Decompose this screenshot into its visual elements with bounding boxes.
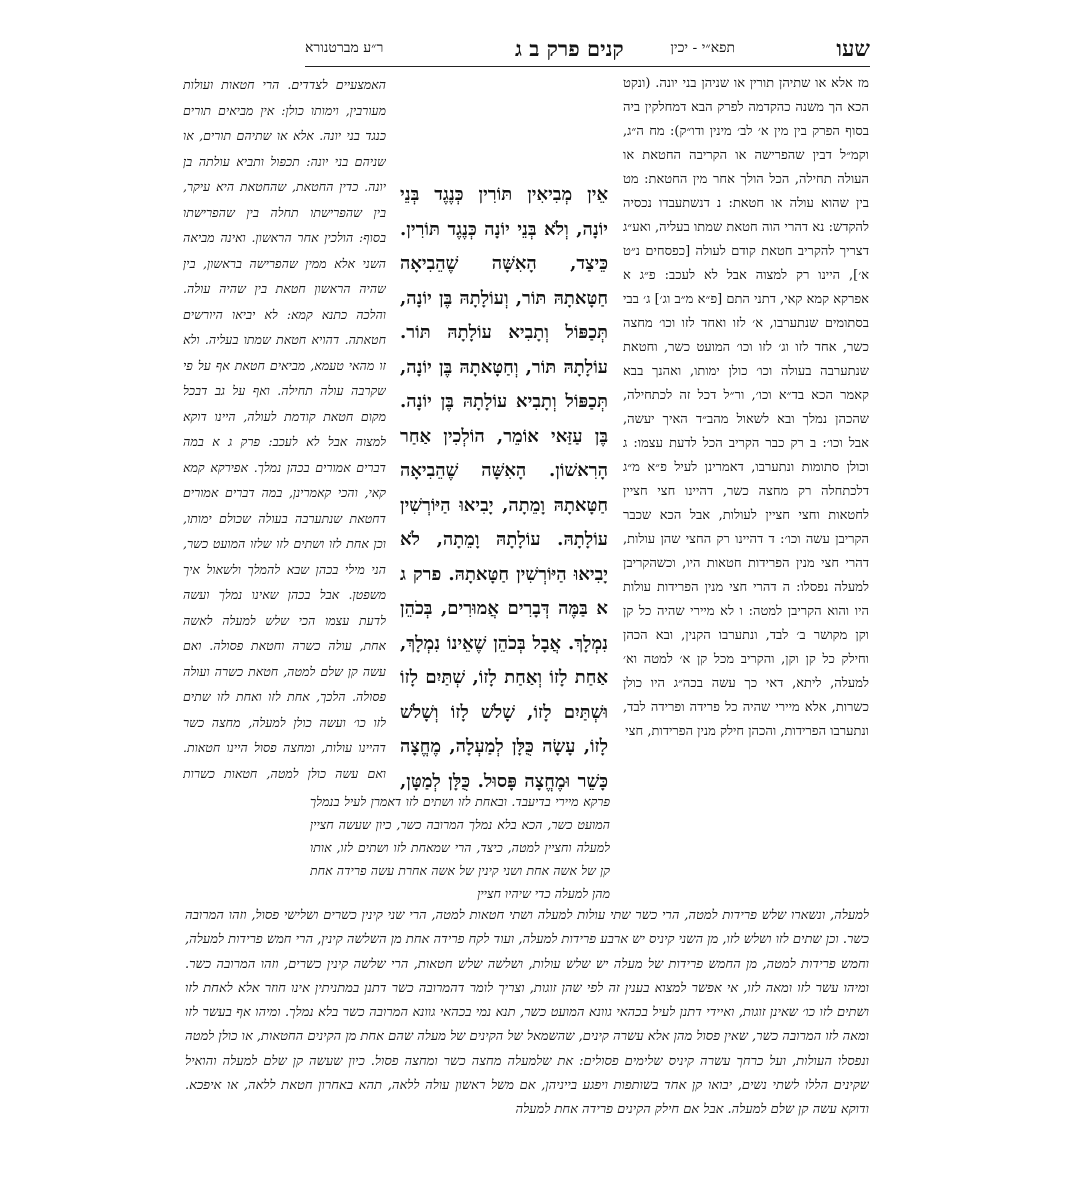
tifereth-text: מז אלא או שתיהן תורין או שניהן בני יונה. (ונקט הכא הך משנה כהקדמה לפרק הבא דמחלקין ביה בסוף הפרק בין מין א׳ לב׳ מינין ודו״ק): מח ה״ג, וקמ״ל דבין שהפרישה או הקריבה החטאת או העולה תחילה, הכל הולך אחר מין החטאת: מט בין שהוא עולה או חטאת: נ דנשתעבדו נכסיה להקדש: נא דהרי הוה חטאת שמתו בעליה, ואע״ג דצריך להקריב חטאת קודם לעולה [כפסחים נ״ט א׳], היינו רק למצוה אבל לא לעכב: פ״ג א אפרקא קמא קאי, דתני התם [פ״א מ״ב וג׳] ג׳ בבי בסתומים שנתערבו, א׳ לזו ואחד לזו וכו׳ מחצה כשר, אחד לזו וג׳ לזו וכו׳ המועט כשר, וחטאת שנתערבה בעולה וכו׳ כולן ימותו, ואהנך בבא קאמר הכא בד״א וכו׳, ור״ל דכל זה לכתחילה, שהכהן נמלך ובא לשאול מהב״ד האיך יעשה, אבל וכו׳: ב רק כבר הקריב הכל לדעת עצמו: ג וכולן סתומות ונתערבו, דאמרינן לעיל פ״א מ״ג דלכתחלה רק מחצה כשר, דהיינו חצי חציין לחטאות וחצי חציין לעולות, אבל הכא שכבר הקריבן עשה וכו׳: ד דהיינו רק החצי שהן עולות, דהרי חצי מנין הפרידות חטאות היו, וכשהקריבן למעלה נפסלו: ה דהרי חצי מנין הפרידות עולות היו והוא הקריבן למטה: ו לא מיירי שהיה כל קן וקן מקושר ב׳ לבד, ונתערבו הקנין, ובא הכהן וחילק כל קן וקן, והקריב מכל קן א׳ למטה וא׳ למעלה, ליתא, דאי כך עשה בכה״ג היו כולן כשרות, אלא מיירי שהיה כל פרידה ופרידה לבד, ונתערבו הפרידות, והכהן חילק מנין הפרידות, חצי: [623, 76, 869, 739]
bartenura-middle-text: פרקא מיירי בדיעבד. ובאחת לזו ושתים לזו דאמרן לעיל בנמלך המועט כשר, הכא בלא נמלך המרובה כשר, כיון שעשה חציין למעלה וחציין למטה, כיצד, הרי שמאחת לזו ושתים לזו, אותו קן של אשה אחת ושני קינין של אשה אחרת עשה פרידה אחת מהן למעלה כדי שיהיו חציין: [310, 794, 610, 901]
bartenura-column-text: האמצעיים לצדדים. הרי חטאות ועולות מעורבין, וימותו כולן: אין מביאים תורים כנגד בני יונה. אלא או שתיהם תורים, או שניהם בני יונה: תכפול ותביא עולתה בן יונה. כדין החטאת, שהחטאת היא עיקר, בין שהפרישתו תחלה בין שהפרישתו בסוף: הולכין אחר הראשון. ואינה מביאה השני אלא ממין שהפרישה בראשון, בין שהיה הראשון חטאת בין שהיה עולה. והלכה כתנא קמא: לא יביאו היורשים חטאתה. דהויא חטאת שמתו בעליה. ולא זו מהאי טעמא, מביאים חטאת אף על פי שקרבה עולה תחילה. ואף על גב דבכל מקום חטאת קודמת לעולה, היינו דוקא למצוה אבל לא לעכב: פרק ג א במה דברים אמורים בכהן נמלך. אפירקא קמא קאי, והכי קאמרינן, במה דברים אמורים דחטאת שנתערבה בעולה שכולם ימותו, וכן אחת לזו ושתים לזו שלזו המועט כשר, הני מילי בכהן שבא להמלך ולשאול איך משפטן. אבל בכהן שאינו נמלך ועשה לדעת עצמו הכי שלש למעלה לאשה אחת, עולה כשרה וחטאת פסולה. ואם עשה קן שלם למטה, חטאת כשרה ועולה פסולה. הלכך, אחת לזו ואחת לזו שתים לזו כו׳ ועשה כולן למעלה, מחצה כשר דהיינו עולות, ומחצה פסול היינו חטאות. ואם עשה כולן למטה, חטאות כשרות: [183, 77, 386, 781]
mishnah-text: אֵין מְבִיאִין תּוֹרִין כְּנֶגֶד בְּנֵי יוֹנָה, וְלֹא בְּנֵי יוֹנָה כְּנֶגֶד תּוֹרִין. כֵּיצַד, הָאִשָּׁה שֶׁהֵבִיאָה חַטָּאתָהּ תּוֹר, וְעוֹלָתָהּ בֶּן יוֹנָה, תְּכַפּוֹל וְתָבִיא עוֹלָתָהּ תּוֹר. עוֹלָתָהּ תּוֹר, וְחַטָּאתָהּ בֶּן יוֹנָה, תְּכַפּוֹל וְתָבִיא עוֹלָתָהּ בֶּן יוֹנָה. בֶּן עַזַּאי אוֹמֵר, הוֹלְכִין אַחַר הָרִאשׁוֹן. הָאִשָּׁה שֶׁהֵבִיאָה חַטָּאתָהּ וָמֵתָה, יָבִיאוּ הַיּוֹרְשִׁין עוֹלָתָהּ. עוֹלָתָהּ וָמֵתָה, לֹא יָבִיאוּ הַיּוֹרְשִׁין חַטָּאתָהּ. פרק ג א בַּמֶּה דְּבָרִים אֲמוּרִים, בְּכֹהֵן נִמְלָךְ. אֲבָל בְּכֹהֵן שֶׁאֵינוֹ נִמְלָךְ, אַחַת לָזוֹ וְאַחַת לָזוֹ, שְׁתַּיִם לָזוֹ וּשְׁתַּיִם לָזוֹ, שָׁלֹשׁ לָזוֹ וְשָׁלֹשׁ לָזוֹ, עָשָׂה כֻּלָּן לְמַעְלָה, מֶחֱצָה כָּשֵׁר וּמֶחֱצָה פָּסוּל. כֻּלָּן לְמַטָּן,: [400, 184, 608, 792]
bartenura-middle-block: [310, 790, 610, 908]
header-chapter-title: קנים פרק ב ג: [515, 36, 624, 61]
header-commentary-right: ר״ע מברטנורא: [305, 40, 384, 56]
page-number: שעו: [836, 36, 870, 62]
bartenura-bottom-text: למעלה, ונשארו שלש פרידות למטה, הרי כשר שתי עולות למעלה ושתי חטאות למטה, הרי שני קינין כשרים ושלישי פסול, וזהו המרובה כשר. וכן שתים לזו ושלש לזו, מן השני קיניס יש ארבע פרידות למעלה, ועוד לקח פרידה אחת מן השלשה קינין, הרי חמש פרידות למעלה, וחמש פרידות למטה, מן החמש פרידות של מעלה יש שלש עולות, ושלשה שלש חטאות, הרי שלשה קינין כשרים, וזהו המרובה כשר. ומיהו עשר לזו ומאה לזו, אי אפשר למצוא בענין זה לפי שהן זוגות, וצריך לומר דהמרובה כשר דתנן במתניתין אינו חוזר אלא לאחת לזו ושתים לזו כו׳ שאינן זוגות, ואיידי דתנן לעיל בכהאי גוונא המועט כשר, תנא נמי בכהאי גוונא המרובה כשר בלא נמלך. ומיהו אף בעשר לזו ומאה לזו המרובה כשר, שאין פסול מהן אלא עשרה קינים, שהשמאל של הקינים של מעלה שהם אחת מן הקינים החטאות, או כולן למטה ונפסלו העולות, ועל כרחך עשרה קיניס שלימים פסולים: את שלמעלה מחצה כשר ומחצה פסול. כיון שעשה קן שלם למעלה והואיל שקינים הללו לשתי נשים, יבואו קן אחד בשותפות ויפגע בייניהן, אם משל ראשון עולה ללאה, תהא באחרון חטאת ללאה, או איפכא. ודוקא עשה קן שלם למעלה. אבל אם חילק הקינים פרידה אחת למעלה: [185, 908, 869, 1118]
header-commentary-left: תפא״י - יכין: [670, 40, 735, 56]
mishnah-column: [400, 178, 608, 792]
page-header: [305, 36, 870, 68]
bartenura-column: [183, 72, 386, 792]
bartenura-bottom-block: [185, 904, 869, 1176]
header-divider: [305, 66, 870, 67]
tifereth-yisrael-column: [623, 72, 869, 796]
